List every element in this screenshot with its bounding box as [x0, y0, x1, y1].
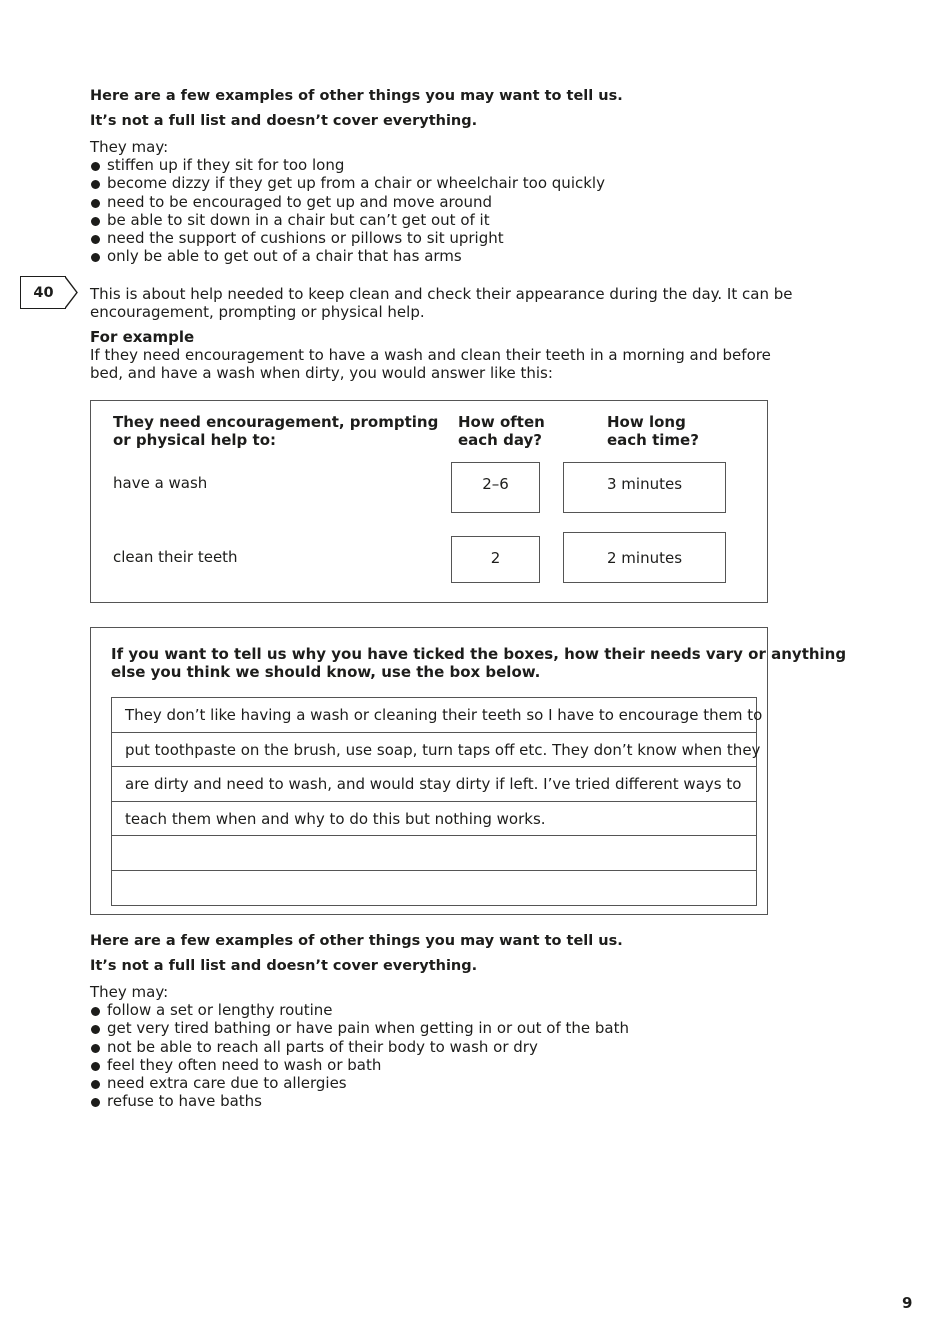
- tell-us-prompt-line1: If you want to tell us why you have ticked the boxes, how their needs vary or anything: [111, 645, 847, 663]
- text-line[interactable]: teach them when and why to do this but nothing works.: [112, 802, 756, 837]
- how-long-field-wash[interactable]: [563, 462, 726, 513]
- question-number: 40: [33, 284, 54, 301]
- text-line[interactable]: [112, 871, 756, 906]
- question-description-line1: This is about help needed to keep clean and check their appearance during the day. It can be: [90, 285, 793, 303]
- list-item: need the support of cushions or pillows to sit upright: [90, 229, 605, 247]
- tell-us-prompt-line2: else you think we should know, use the box below.: [111, 663, 541, 681]
- task-label-wash: have a wash: [113, 474, 208, 492]
- example-description-line2: bed, and have a wash when dirty, you would answer like this:: [90, 364, 553, 382]
- washing-examples-list: [90, 1001, 629, 1111]
- list-item: not be able to reach all parts of their body to wash or dry: [90, 1038, 629, 1056]
- column-header-often-line2: each day?: [458, 431, 542, 449]
- example-description-line1: If they need encouragement to have a wash and clean their teeth in a morning and before: [90, 346, 771, 364]
- washing-examples-lead: They may:: [90, 983, 169, 1001]
- text-line[interactable]: put toothpaste on the brush, use soap, turn taps off etc. They don’t know when they: [112, 733, 756, 768]
- list-item: stiffen up if they sit for too long: [90, 156, 605, 174]
- how-often-value: 2: [490, 549, 501, 567]
- example-heading: For example: [90, 328, 195, 346]
- washing-examples-heading: Here are a few examples of other things you may want to tell us.: [90, 933, 623, 949]
- list-item: feel they often need to wash or bath: [90, 1056, 629, 1074]
- how-long-value: 2 minutes: [606, 549, 683, 567]
- how-long-field-teeth[interactable]: [563, 532, 726, 583]
- list-item: only be able to get out of a chair that has arms: [90, 247, 605, 265]
- list-item: refuse to have baths: [90, 1092, 629, 1110]
- list-item: follow a set or lengthy routine: [90, 1001, 629, 1019]
- column-header-long-line1: How long: [607, 413, 686, 431]
- mobility-examples-heading: Here are a few examples of other things you may want to tell us.: [90, 88, 623, 104]
- question-description-line2: encouragement, prompting or physical help.: [90, 303, 425, 321]
- washing-examples-subheading: It’s not a full list and doesn’t cover everything.: [90, 958, 478, 974]
- how-often-field-wash[interactable]: [451, 462, 540, 513]
- question-number-tag: [20, 276, 66, 309]
- page-number: 9: [902, 1294, 913, 1312]
- column-header-often-line1: How often: [458, 413, 545, 431]
- mobility-examples-lead: They may:: [90, 138, 169, 156]
- question-tag-arrow-icon: [65, 276, 79, 309]
- text-line[interactable]: [112, 836, 756, 871]
- how-often-value: 2–6: [482, 475, 509, 493]
- list-item: be able to sit down in a chair but can’t get out of it: [90, 211, 605, 229]
- list-item: need to be encouraged to get up and move around: [90, 193, 605, 211]
- mobility-examples-subheading: It’s not a full list and doesn’t cover everything.: [90, 113, 478, 129]
- how-long-value: 3 minutes: [606, 475, 683, 493]
- list-item: get very tired bathing or have pain when getting in or out of the bath: [90, 1019, 629, 1037]
- text-line[interactable]: They don’t like having a wash or cleaning their teeth so I have to encourage them to: [112, 698, 756, 733]
- list-item: need extra care due to allergies: [90, 1074, 629, 1092]
- how-often-field-teeth[interactable]: [451, 536, 540, 583]
- list-item: become dizzy if they get up from a chair or wheelchair too quickly: [90, 174, 605, 192]
- tell-us-text-area[interactable]: [111, 697, 763, 906]
- column-header-long-line2: each time?: [607, 431, 699, 449]
- text-line[interactable]: are dirty and need to wash, and would stay dirty if left. I’ve tried different ways to: [112, 767, 756, 802]
- column-header-task-line1: They need encouragement, prompting: [113, 413, 439, 431]
- mobility-examples-list: [90, 156, 605, 266]
- task-label-teeth: clean their teeth: [113, 548, 238, 566]
- column-header-task-line2: or physical help to:: [113, 431, 276, 449]
